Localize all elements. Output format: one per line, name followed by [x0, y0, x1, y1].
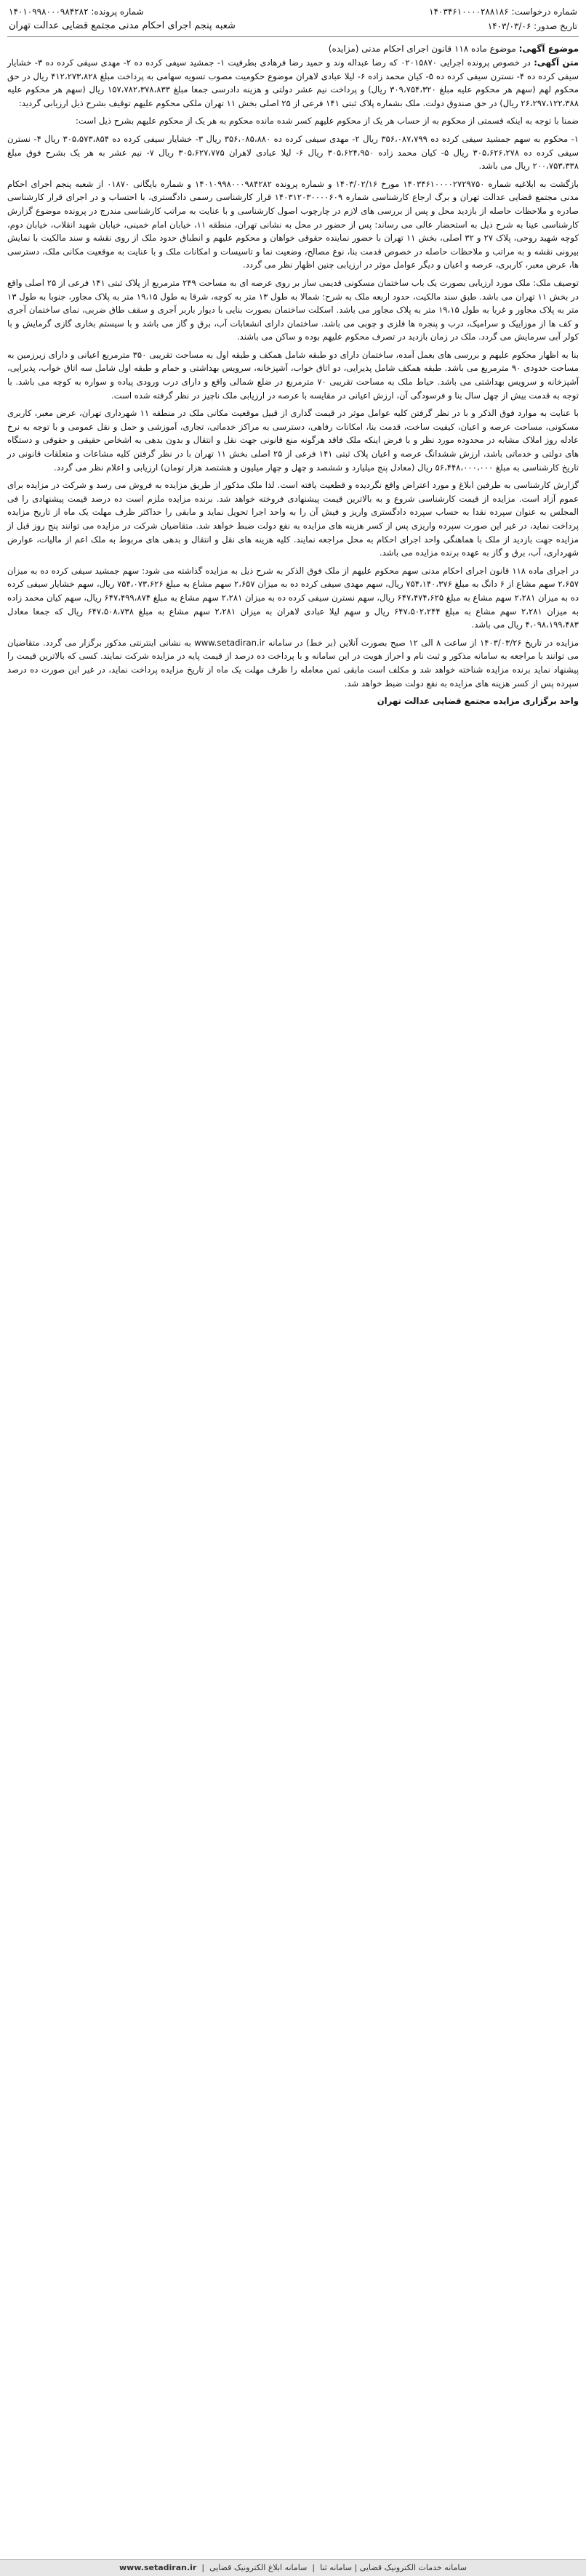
header-divider	[7, 36, 579, 37]
subject-line	[7, 41, 579, 56]
footer-left-text: سامانه ابلاغ الکترونیک قضایی	[209, 2563, 308, 2572]
paragraph-4: بازگشت به ابلاغیه شماره ۱۴۰۳۴۶۱۰۰۰۰۲۷۲۹۷۵۰ مورخ ۱۴۰۳/۰۲/۱۶ و شماره پرونده ۱۴۰۱۰۹۹۸۰۰۰۹۸۴۲۸۲ و شماره بایگانی ۰۱۸۷۰ از شعبه پنجم اجرای احکام مدنی مجتمع قضایی عدالت تهران و برگ ارجاع کارشناسی شماره ۱۴۰۳۱۲۰۳۰۰۰۰۶۰۹ قرار کارشناسی رسمی دادگستری، با احتساب و در اجرای قرار کارشناسی صادره و ملاحظات حاصله از بازدید محل و پس از بررسی های لازم در چارچوب اصول کارشناسی و با عنایت به مراتب کارشناسی مندرج در پرونده موضوع گزارش کارشناسی عینا به شرح ذیل به استحضار عالی می رساند: پس از حضور در محل به نشانی تهران، منطقه ۱۱، خیابان امام خمینی، خیابان شهید انقلاب، خیابان دوم، کوچه شهید روحی، پلاک ۲۷ و ۳۲ اصلی، بخش ۱۱ تهران با حضور نماینده حقوقی خواهان و محکوم علیهم و انطباق حدود ملک از روی نقشه و سند مالکیت با نمایش بیرونی نقشه و به مراتب و ملاحظات حاصله در خصوص قدمت بنا، نوع مصالح، وضعیت نما و تاسیسات و امکانات ملک و با عنایت به موقعیت مکانی ملک، دسترسی ها، عرض معبر، کاربری، عرصه و اعیان و دیگر عوامل موثر در ارزیابی چنین اظهار نظر می گردد.	[7, 178, 579, 270]
paragraph-2: ضمنا با توجه به اینکه قسمتی از محکوم به از حساب هر یک از محکوم علیهم کسر شده مانده محکوم به هر یک از محکوم علیهم بشرح ذیل است:	[75, 116, 579, 127]
footer-site-link[interactable]: www.setadiran.ir	[119, 2563, 197, 2572]
issue-date: تاریخ صدور: ۱۴۰۳/۰۳/۰۶	[487, 21, 577, 31]
paragraph-10: مزایده در تاریخ ۱۴۰۳/۰۳/۲۶ از ساعت ۸ الی ۱۲ صبح بصورت آنلاین (بر خط) در سامانه www.setadiran.ir به نشانی اینترنتی مذکور برگزار می گردد. متقاضیان می توانند با مراجعه به سامانه مذکور و ثبت نام و احراز هویت در این سامانه و با پرداخت ده درصد از قیمت پایه در مزایده شرکت نمایند. کسی که بالاترین قیمت را پیشنهاد نماید برنده مزایده شناخته خواهد شد و مکلف است مابقی ثمن معامله را ظرف مهلت یک ماه از تاریخ مزایده پرداخت نماید، در غیر این صورت ده درصد سپرده پس از کسر هزینه های مزایده به نفع دولت ضبط خواهد شد.	[7, 637, 579, 689]
paragraph-5: توصیف ملک: ملک مورد ارزیابی بصورت یک باب ساختمان مسکونی قدیمی ساز بر روی عرصه ای به مساحت ۲۴۹ مترمربع از پلاک ثبتی ۱۴۱ فرعی از ۲۵ اصلی واقع در بخش ۱۱ تهران می باشد. طبق سند مالکیت، حدود اربعه ملک به شرح: شمالا به طول ۱۳ متر به کوچه، شرقا به طول ۱۹،۱۵ متر به پلاک مجاور، جنوبا به طول ۱۳ متر به پلاک مجاور و غربا به طول ۱۹،۱۵ متر به پلاک مجاور می باشد. اسکلت ساختمان بصورت بنایی با دیوار باربر آجری و سقف طاق ضربی، نمای ساختمان آجری و کف ها از موزاییک و سرامیک، درب و پنجره ها فلزی و چوبی می باشد. ساختمان دارای انشعابات آب، برق و گاز می باشد و با سیستم بخاری گازی گرمایش و با کولر آبی سرمایش می گردد. ملک در زمان بازدید در تصرف محکوم علیهم بوده و ساکن می باشند.	[7, 277, 579, 342]
archive-number: شماره پرونده: ۱۴۰۱۰۹۹۸۰۰۰۹۸۴۲۸۲	[9, 7, 144, 17]
subject-text: موضوع ماده ۱۱۸ قانون اجرای احکام مدنی (مزایده)	[328, 44, 516, 54]
footer-right-text: سامانه خدمات الکترونیک قضایی | سامانه ثنا	[320, 2563, 467, 2572]
paragraph-7: با عنایت به موارد فوق الذکر و با در نظر گرفتن کلیه عوامل موثر در قیمت گذاری از قبیل موقعیت مکانی ملک در منطقه ۱۱ شهرداری تهران، عرض معبر، کاربری مسکونی، مساحت عرصه و اعیان، کیفیت ساخت، قدمت بنا، امکانات رفاهی، دسترسی به مراکز خدماتی، تجاری، آموزشی و حمل و نقل عمومی و با توجه به نرخ عادله روز املاک مشابه در محدوده مورد نظر و با فرض اینکه ملک فاقد هرگونه منع قانونی جهت نقل و انتقال و بدون بدهی به اشخاص حقیقی و حقوقی و دستگاه های دولتی و خدماتی باشد، ارزش ششدانگ عرصه و اعیان پلاک ثبتی ۱۴۱ فرعی از ۲۵ اصلی بخش ۱۱ تهران با در نظر گرفتن کلیه مشاعات و متعلقات قانونی در تاریخ کارشناسی به مبلغ ۵۶،۴۴۸،۰۰۰،۰۰۰ ریال (معادل پنج میلیارد و ششصد و چهل و چهار میلیون و هشتصد هزار تومان) ارزیابی و اعلام نظر می گردد.	[7, 408, 579, 473]
footer-bar: سامانه خدمات الکترونیک قضایی | سامانه ثنا | سامانه ابلاغ الکترونیک قضایی | www.setadiran.ir	[0, 2559, 586, 2576]
header-row-1	[7, 4, 579, 19]
request-number: شماره درخواست: ۱۴۰۳۴۶۱۰۰۰۰۲۸۸۱۸۶	[429, 7, 577, 17]
paragraph-1	[7, 56, 579, 110]
subject-label: موضوع آگهی:	[518, 44, 579, 54]
paragraph-6: بنا به اظهار محکوم علیهم و بررسی های بعمل آمده، ساختمان دارای دو طبقه شامل همکف و طبقه اول به مساحت تقریبی ۳۵۰ مترمربع اعیانی و دارای زیرزمین به مساحت حدودی ۹۰ مترمربع می باشد. طبقه همکف شامل پذیرایی، دو اتاق خواب، آشپزخانه، سرویس بهداشتی و حمام و طبقه اول شامل سه اتاق خواب، پذیرایی، آشپزخانه و سرویس بهداشتی می باشد. حیاط ملک به مساحت تقریبی ۷۰ مترمربع در ضلع شمالی واقع و دارای درب ورودی پیاده و سواره به کوچه می باشد. با توجه به قدمت بیش از چهل سال بنا و فرسودگی آن، ارزش اعیانی در مقایسه با عرصه در ارزیابی ملک ناچیز در نظر گرفته شده است.	[7, 349, 579, 401]
paragraph-3: ۱- محکوم به سهم جمشید سیفی کرده ده ۳۵۶،۰۸۷،۷۹۹ ریال ۲- مهدی سیفی کرده ده ۳۵۶،۰۸۵،۸۸۰ ریال ۳- خشایار سیفی کرده ده ۳۰۵،۵۷۳،۸۵۴ ریال ۴- نسترن سیفی کرده ده ۳۰۵،۶۲۶،۲۷۸ ریال ۵- کیان محمد زاده ۳۰۵،۶۲۴،۹۵۰ ریال ۶- لیلا عبادی لاهران ۳۰۵،۶۲۷،۷۷۵ ریال ۷- نیم عشر به هر یک بشرح فوق مبلغ ۲۰۰،۷۵۳،۳۳۸ ریال می باشد.	[7, 133, 579, 172]
signature-unit: واحد برگزاری مزایده مجتمع قضایی عدالت تهران	[377, 696, 579, 707]
paragraph-9: در اجرای ماده ۱۱۸ قانون اجرای احکام مدنی سهم محکوم علیهم از ملک فوق الذکر به شرح ذیل به مزایده گذاشته می شود: سهم جمشید سیفی کرده ده به میزان ۲،۶۵۷ سهم مشاع از ۶ دانگ به مبلغ ۷۵۴،۱۴۰،۳۷۶ ریال، سهم مهدی سیفی کرده ده به میزان ۲،۶۵۷ سهم مشاع به مبلغ ۷۵۴،۰۷۳،۶۲۶ ریال، سهم خشایار سیفی کرده ده به میزان ۲،۲۸۱ سهم مشاع به مبلغ ۶۴۷،۴۷۴،۶۲۵ ریال، سهم نسترن سیفی کرده ده به میزان ۲،۲۸۱ سهم مشاع به مبلغ ۶۴۷،۴۹۹،۸۷۴ ریال، سهم کیان محمد زاده به میزان ۲،۲۸۱ سهم مشاع به مبلغ ۶۴۷،۵۰۲،۲۴۴ ریال و سهم لیلا عبادی لاهران به میزان ۲،۲۸۱ سهم مشاع به مبلغ ۶۴۷،۵۰۸،۷۳۸ ریال که جمعا معادل ۴،۰۹۸،۱۹۹،۴۸۳ ریال می باشد.	[7, 565, 579, 630]
paragraph-1-text: در خصوص پرونده اجرایی ۰۲۰۱۵۸۷۰ که رضا عبداله وند و حمید رضا فرهادی بطرفیت ۱- جمشید سیفی کرده ده ۲- مهدی سیفی کرده ده ۳- خشایار سیفی کرده ده ۴- نسترن سیفی کرده ده ۵- کیان محمد زاده ۶- لیلا عبادی لاهران موضوع حکومیت مصوب تسویه سهامی به پرداخت مبلغ ۴۱۲،۲۷۳،۸۲۸ ریال در حق محکوم لهم (سهم هر محکوم علیه مبلغ ۳۰۹،۷۵۴،۳۲۰ ریال) و پرداخت نیم عشر دولتی و هزینه دادرسی جمعا مبلغ ۱۵۷،۷۸۲،۳۷۸،۸۳۳ ریال (سهم هر محکوم علیه ۲۶،۲۹۷،۱۲۲،۳۸۸ ریال) در حق صندوق دولت. ملک بشماره پلاک ثبتی ۱۴۱ فرعی از ۲۵ اصلی بخش ۱۱ تهران ملکی محکوم علیهم توقیف بشرح ذیل ارزیابی گردید:	[7, 57, 579, 108]
paragraph-8: گزارش کارشناسی به طرفین ابلاغ و مورد اعتراض واقع نگردیده و قطعیت یافته است. لذا ملک مذکور از طریق مزایده به فروش می رسد و شرکت در مزایده برای عموم آزاد است. مزایده از قیمت کارشناسی شروع و به بالاترین قیمت پیشنهادی فروخته خواهد شد. برنده مزایده ملزم است ده درصد قیمت پیشنهادی را فی المجلس به عنوان سپرده نقدا به حساب سپرده دادگستری واریز و فیش آن را به واحد اجرا تحویل نماید و مابقی را حداکثر ظرف مهلت یک ماه از تاریخ مزایده پرداخت نماید، در غیر این صورت سپرده واریزی پس از کسر هزینه های مزایده به نفع دولت ضبط خواهد شد. متقاضیان شرکت در مزایده می توانند پنج روز قبل از مزایده جهت بازدید از ملک با هماهنگی واحد اجرای احکام به محل مراجعه نمایند. کلیه هزینه های نقل و انتقال و بدهی های مربوط به ملک اعم از مالیات، عوارض شهرداری، آب، برق و گاز به عهده برنده مزایده می باشد.	[7, 480, 579, 558]
body-label: متن آگهی:	[534, 57, 579, 68]
header-row-2	[7, 19, 579, 33]
branch-name: شعبه پنجم اجرای احکام مدنی مجتمع قضایی عدالت تهران	[9, 20, 236, 31]
